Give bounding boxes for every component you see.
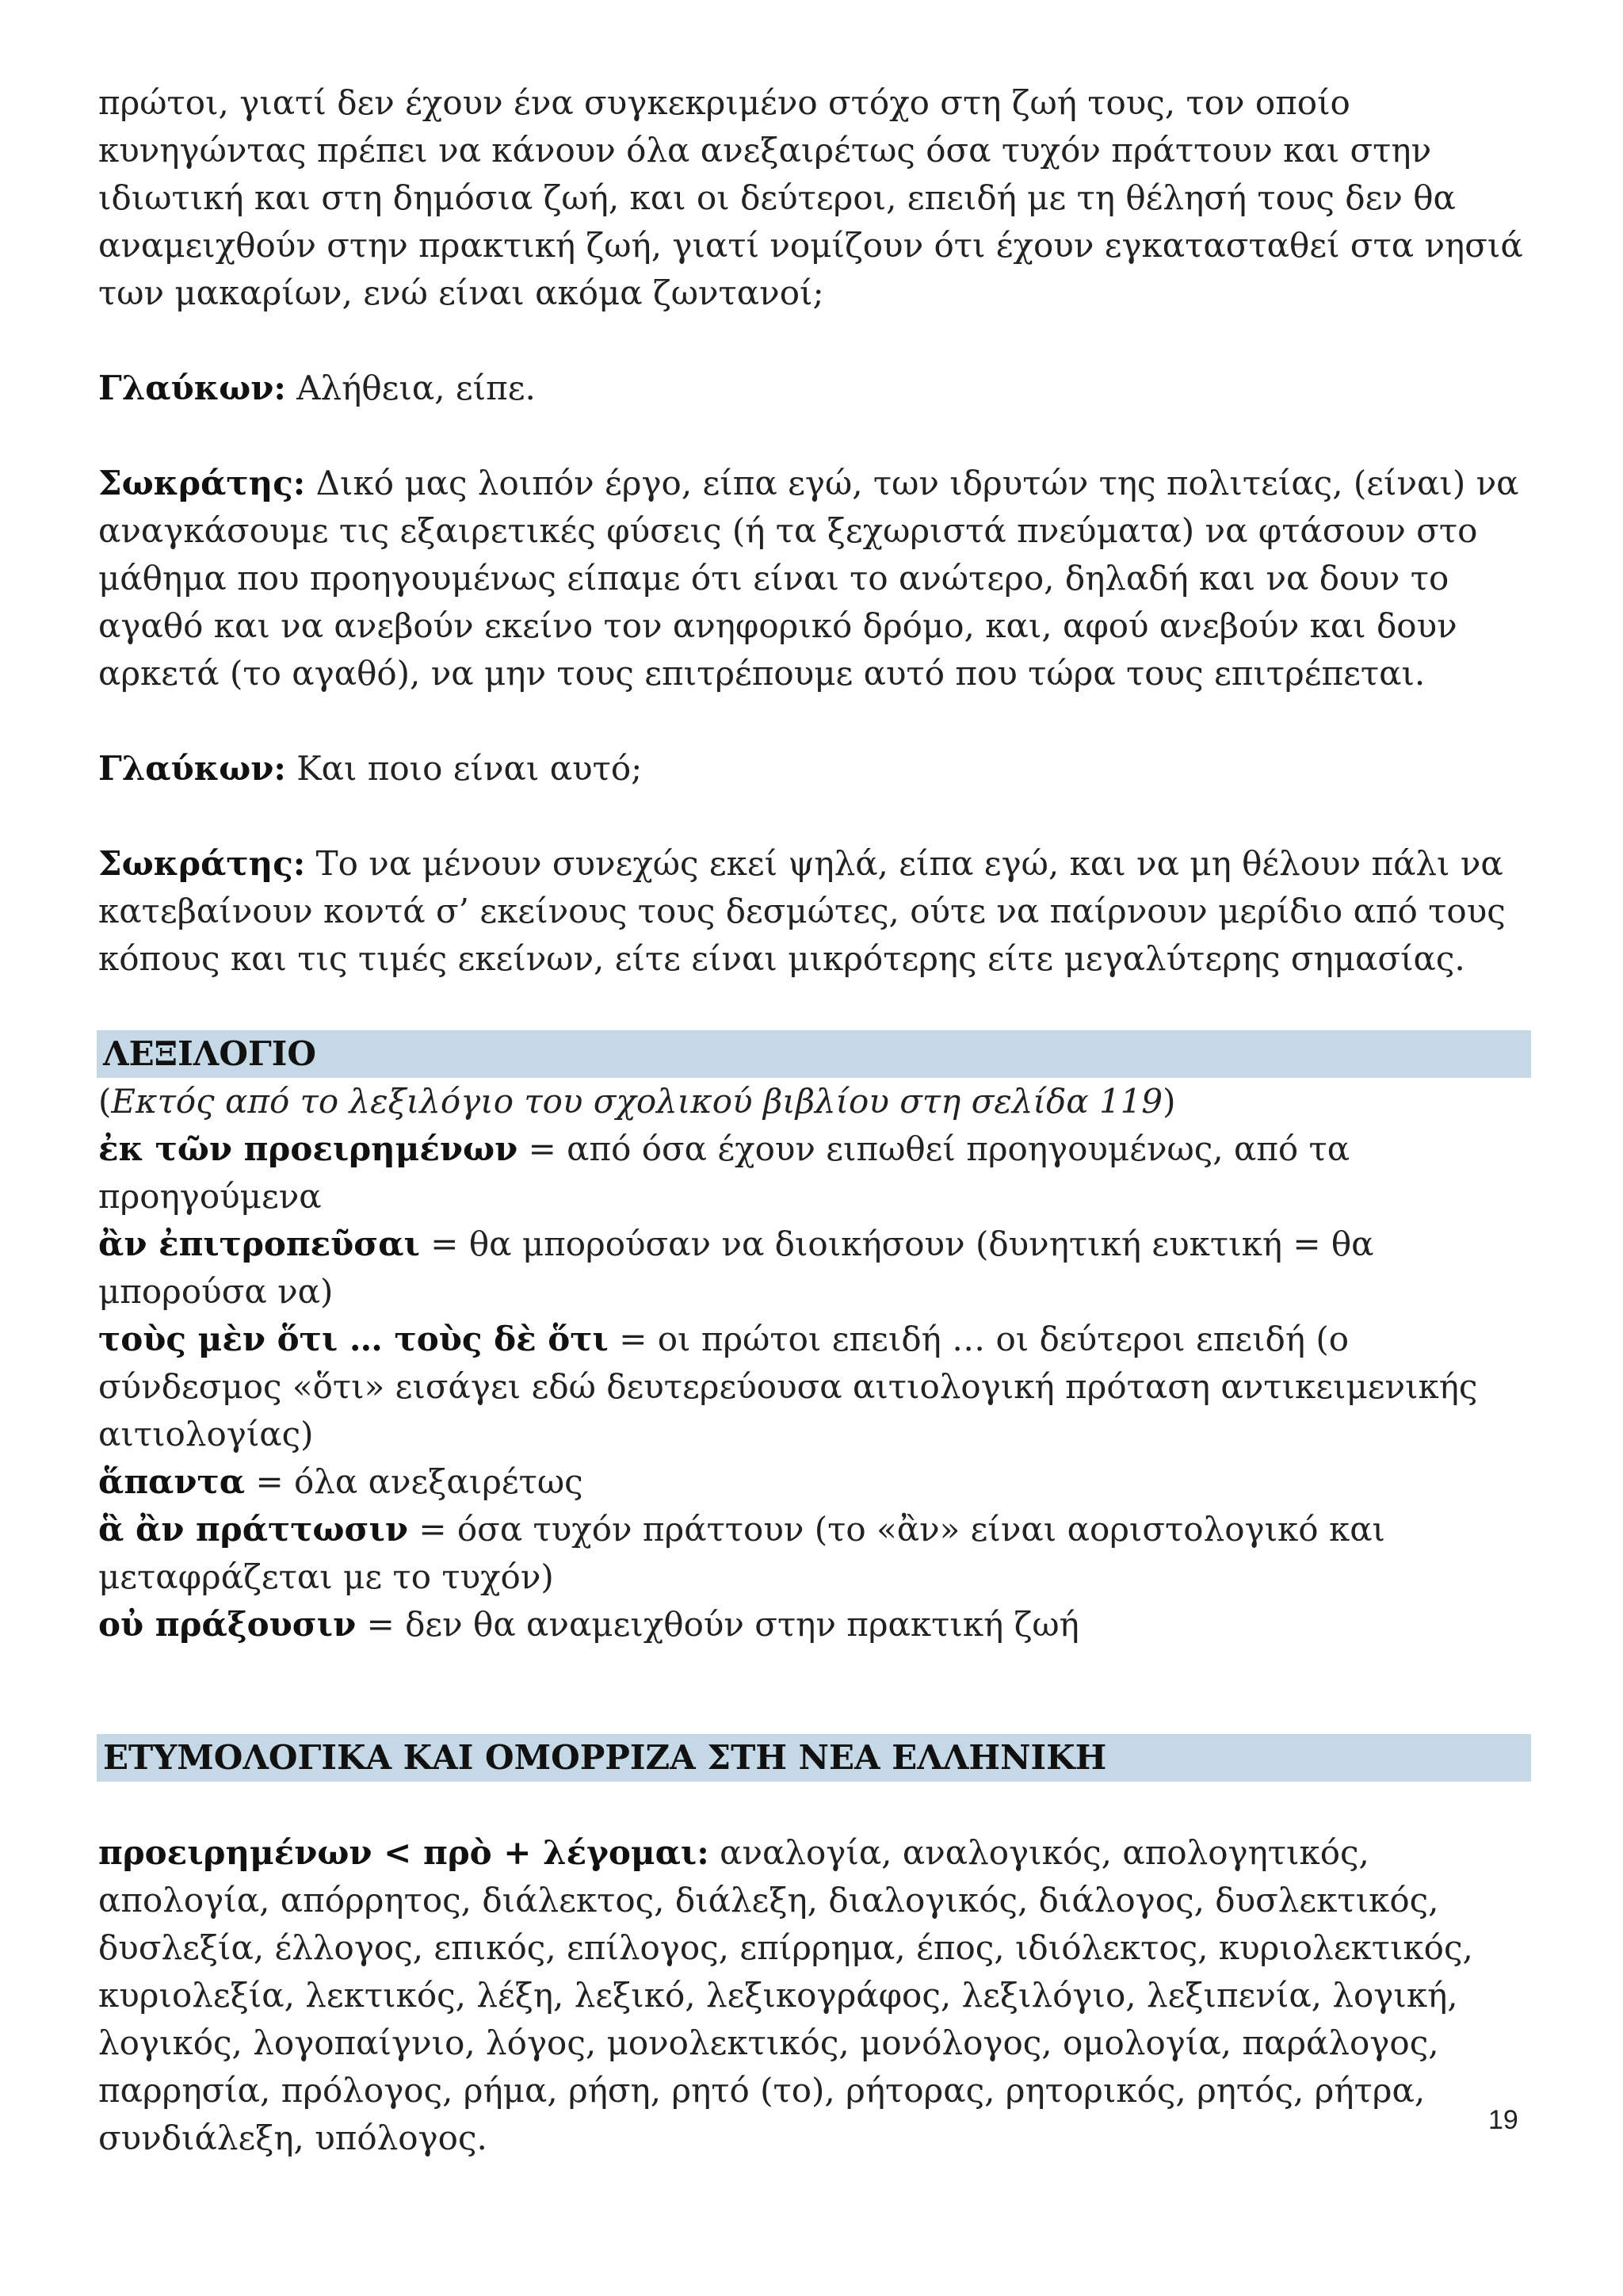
vocabulary-definition: = οι πρώτοι επειδή … οι δεύτεροι επειδή (ο σύνδεσμος «ὅτι» εισάγει εδώ δευτερεύουσα αιτιολογική πρόταση αντικειμενικής αιτιολογίας) (98, 1320, 1478, 1454)
dialogue-text: Αλήθεια, είπε. (285, 369, 536, 407)
vocabulary-term: οὐ πράξουσιν (98, 1605, 357, 1644)
vocabulary-entry (98, 1221, 1531, 1316)
document-body (98, 79, 1531, 2162)
vocabulary-term: τοὺς μὲν ὅτι … τοὺς δὲ ὅτι (98, 1320, 609, 1358)
vocabulary-definition: = όσα τυχόν πράττουν (το «ἂν» είναι αοριστολογικό και μεταφράζεται με το τυχόν) (98, 1510, 1386, 1596)
vocabulary-definition: = θα μπορούσαν να διοικήσουν (δυνητική ευκτική = θα μπορούσα να) (98, 1224, 1374, 1311)
vocabulary-term: ἐκ τῶν προειρημένων (98, 1129, 518, 1168)
dialogue-text: Δικό μας λοιπόν έργο, είπα εγώ, των ιδρυτών της πολιτείας, (είναι) να αναγκάσουμε τις εξαιρετικές φύσεις (ή τα ξεχωριστά πνεύματα) να φτάσουν στο μάθημα που προηγουμένως είπαμε ότι είναι το ανώτερο, δηλαδή και να δουν το αγαθό και να ανεβούν εκείνο τον ανηφορικό δρόμο, και, αφού ανεβούν και δουν αρκετά (το αγαθό), να μην τους επιτρέπουμε αυτό που τώρα τους επιτρέπεται. (98, 464, 1519, 693)
vocabulary-entry (98, 1458, 1531, 1506)
dialogue-line (98, 460, 1531, 697)
etymology-words: αναλογία, αναλογικός, απολογητικός, απολογία, απόρρητος, διάλεκτος, διάλεξη, διαλογικός, διάλογος, δυσλεκτικός, δυσλεξία, έλλογος, επικός, επίλογος, επίρρημα, έπος, ιδιόλεκτος, κυριολεκτικός, κυριολεξία, λεκτικός, λέξη, λεξικό, λεξικογράφος, λεξιλόγιο, λεξιπενία, λογική, λογικός, λογοπαίγνιο, λόγος, μονολεκτικός, μονόλογος, ομολογία, παράλογος, παρρησία, πρόλογος, ρήμα, ρήση, ρητό (το), ρήτορας, ρητορικός, ρητός, ρήτρα, συνδιάλεξη, υπόλογος. (98, 1833, 1473, 2157)
page-number: 19 (1488, 2105, 1518, 2135)
speaker-name: Σωκράτης: (98, 464, 306, 502)
vocabulary-heading: ΛΕΞΙΛΟΓΙΟ (97, 1030, 1531, 1078)
vocabulary-entry (98, 1601, 1531, 1648)
intro-paragraph: πρώτοι, γιατί δεν έχουν ένα συγκεκριμένο στόχο στη ζωή τους, τον οποίο κυνηγώντας πρέπει να κάνουν όλα ανεξαιρέτως όσα τυχόν πράττουν και στην ιδιωτική και στη δημόσια ζωή, και οι δεύτεροι, επειδή με τη θέλησή τους δεν θα αναμειχθούν στην πρακτική ζωή, γιατί νομίζουν ότι έχουν εγκατασταθεί στα νησιά των μακαρίων, ενώ είναι ακόμα ζωντανοί; (98, 83, 1523, 312)
etymology-term: προειρημένων < πρὸ + λέγομαι: (98, 1833, 709, 1872)
speaker-name: Γλαύκων: (98, 749, 286, 788)
dialogue-line (98, 745, 1531, 793)
vocabulary-definition: = όλα ανεξαιρέτως (245, 1462, 583, 1501)
dialogue-line (98, 365, 1531, 412)
vocabulary-definition: = δεν θα αναμειχθούν στην πρακτική ζωή (356, 1605, 1079, 1644)
dialogue-line (98, 840, 1531, 983)
speaker-name: Γλαύκων: (98, 369, 286, 407)
vocabulary-entry (98, 1125, 1531, 1221)
vocabulary-entry (98, 1316, 1531, 1458)
vocabulary-term: ἅπαντα (98, 1462, 246, 1501)
vocabulary-note: (Εκτός από το λεξιλόγιο του σχολικού βιβλίου στη σελίδα 119) (98, 1082, 1176, 1121)
etymology-paragraph (98, 1829, 1531, 2162)
vocabulary-term: ἃ ἂν πράττωσιν (98, 1510, 408, 1549)
vocabulary-note-text: Εκτός από το λεξιλόγιο του σχολικού βιβλίου στη σελίδα 119 (111, 1082, 1163, 1121)
vocabulary-term: ἂν ἐπιτροπεῦσαι (98, 1224, 420, 1263)
vocabulary-entry (98, 1506, 1531, 1601)
vocabulary-definition: = από όσα έχουν ειπωθεί προηγουμένως, από τα προηγούμενα (98, 1129, 1350, 1216)
speaker-name: Σωκράτης: (98, 844, 306, 883)
dialogue-text: Και ποιο είναι αυτό; (285, 749, 643, 788)
etymology-heading: ΕΤΥΜΟΛΟΓΙΚΑ ΚΑΙ ΟΜΟΡΡΙΖΑ ΣΤΗ ΝΕΑ ΕΛΛΗΝΙΚΗ (97, 1734, 1531, 1782)
dialogue-text: Το να μένουν συνεχώς εκεί ψηλά, είπα εγώ, και να μη θέλουν πάλι να κατεβαίνουν κοντά σ’ εκείνους τους δεσμώτες, ούτε να παίρνουν μερίδιο από τους κόπους και τις τιμές εκείνων, είτε είναι μικρότερης είτε μεγαλύτερης σημασίας. (98, 844, 1506, 978)
